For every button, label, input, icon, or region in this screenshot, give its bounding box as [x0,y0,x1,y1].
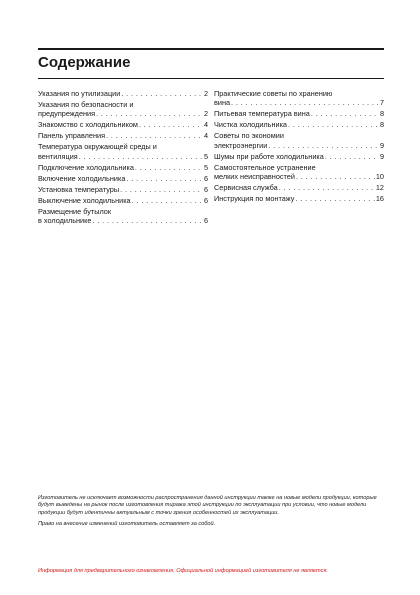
toc-page-number: 12 [375,183,384,193]
toc-entry-title-line: Практические советы по хранению [214,89,333,98]
toc-entry[interactable] [214,109,384,118]
toc-entry[interactable] [214,120,384,129]
toc-page-number: 10 [375,172,384,182]
toc-page-number: 4 [203,120,208,130]
toc-entry-title: Инструкция по монтажу [214,194,295,204]
toc-page-number: 5 [203,151,208,161]
toc-entry-title-line: Самостоятельное устранение [214,162,316,172]
page-title: Содержание [38,54,131,71]
toc-entry-title: вентиляция [38,151,78,161]
toc-entry-title: Указания по утилизации [38,89,121,98]
toc-page-number: 6 [203,216,208,226]
toc-entry-title: вина [214,98,231,108]
toc-entry-title: Чистка холодильника [214,120,287,130]
dot-leader [231,98,379,107]
toc-page-number: 7 [379,98,384,108]
toc-entry[interactable] [38,89,208,98]
dot-leader [295,194,374,203]
dot-leader [92,216,203,225]
toc-entry-title: в холодильнике [38,216,92,226]
toc-page-number: 2 [203,109,208,119]
dot-leader [121,89,203,98]
dot-leader [325,152,379,161]
toc-entry[interactable] [38,163,208,172]
toc-entry-title-line: Температура окружающей среды и [38,142,157,152]
toc-entry[interactable] [38,100,208,119]
toc-entry-title: Питьевая температура вина [214,109,310,119]
toc-entry-title: Знакомство с холодильником [38,120,138,130]
dot-leader [120,185,203,194]
footnotes [38,495,384,533]
toc-page-number: 2 [203,89,208,98]
toc-page-number: 8 [379,109,384,119]
preliminary-disclaimer: Информация для предварительного ознакомления. Официальной информацией изготовителя не является. [38,568,328,574]
toc-entry[interactable] [38,207,208,226]
toc-entry-title: предупреждения [38,109,96,119]
dot-leader [288,120,379,129]
dot-leader [96,109,203,118]
footnote-rights: Право на внесение изменений изготовитель оставляет за собой. [38,521,216,528]
title-underline [38,78,384,79]
dot-leader [268,141,379,150]
toc-entry[interactable] [214,152,384,161]
toc-entry-title: Выключение холодильника [38,195,131,205]
toc-entry[interactable] [38,174,208,183]
toc-entry-title-line: Указания по безопасности и [38,100,134,109]
toc-entry-title: мелких неисправностей [214,172,295,182]
toc-page-number: 8 [379,120,384,130]
toc-entry-title: Панель управления [38,131,106,141]
toc-page-number: 6 [203,173,208,183]
toc-page-number: 5 [203,162,208,172]
dot-leader [279,183,375,192]
dot-leader [126,174,203,183]
toc-page-number: 16 [375,194,384,204]
footnote-reservation: Изготовитель не исключает возможности распространения данной инструкции также на новые модели продукции, которые будут выведены на рынок после изготовления тиража этой инструкции по эксплуатации при условии, что новые модели продукции будут идентичны актуальным с точки зрения особенностей их эксплуатации. [38,495,377,516]
dot-leader [79,152,203,161]
toc-entry-title: Шумы при работе холодильника [214,151,324,161]
toc-entry[interactable] [214,163,384,182]
toc-entry-title-line: Размещение бутылок [38,206,112,216]
toc-entry[interactable] [214,194,384,203]
toc-entry[interactable] [38,131,208,140]
toc-entry[interactable] [214,183,384,192]
toc-page-number: 6 [203,184,208,194]
toc-entry-title: Подключение холодильника [38,162,134,172]
toc-entry-title-line: Советы по экономии [214,131,284,141]
title-top-rule [38,48,384,50]
dot-leader [132,196,203,205]
toc-entry-title: Сервисная служба [214,183,278,193]
toc-page-number: 4 [203,131,208,141]
toc-entry[interactable] [38,142,208,161]
toc-entry[interactable] [38,196,208,205]
toc-page-number: 9 [379,140,384,150]
toc-entry[interactable] [38,120,208,129]
toc-entry-title: Установка температуры [38,184,120,194]
dot-leader [135,163,203,172]
toc-page-number: 9 [379,151,384,161]
toc-entry-title: Включение холодильника [38,173,126,183]
toc-entry[interactable] [214,89,384,108]
toc-right-column [214,89,384,205]
dot-leader [106,131,203,140]
toc-left-column [38,89,208,227]
dot-leader [311,109,379,118]
toc-page-number: 6 [203,195,208,205]
toc-entry[interactable] [38,185,208,194]
dot-leader [139,120,203,129]
toc-entry-title: электроэнергии [214,140,268,150]
dot-leader [296,172,375,181]
toc-entry[interactable] [214,131,384,150]
